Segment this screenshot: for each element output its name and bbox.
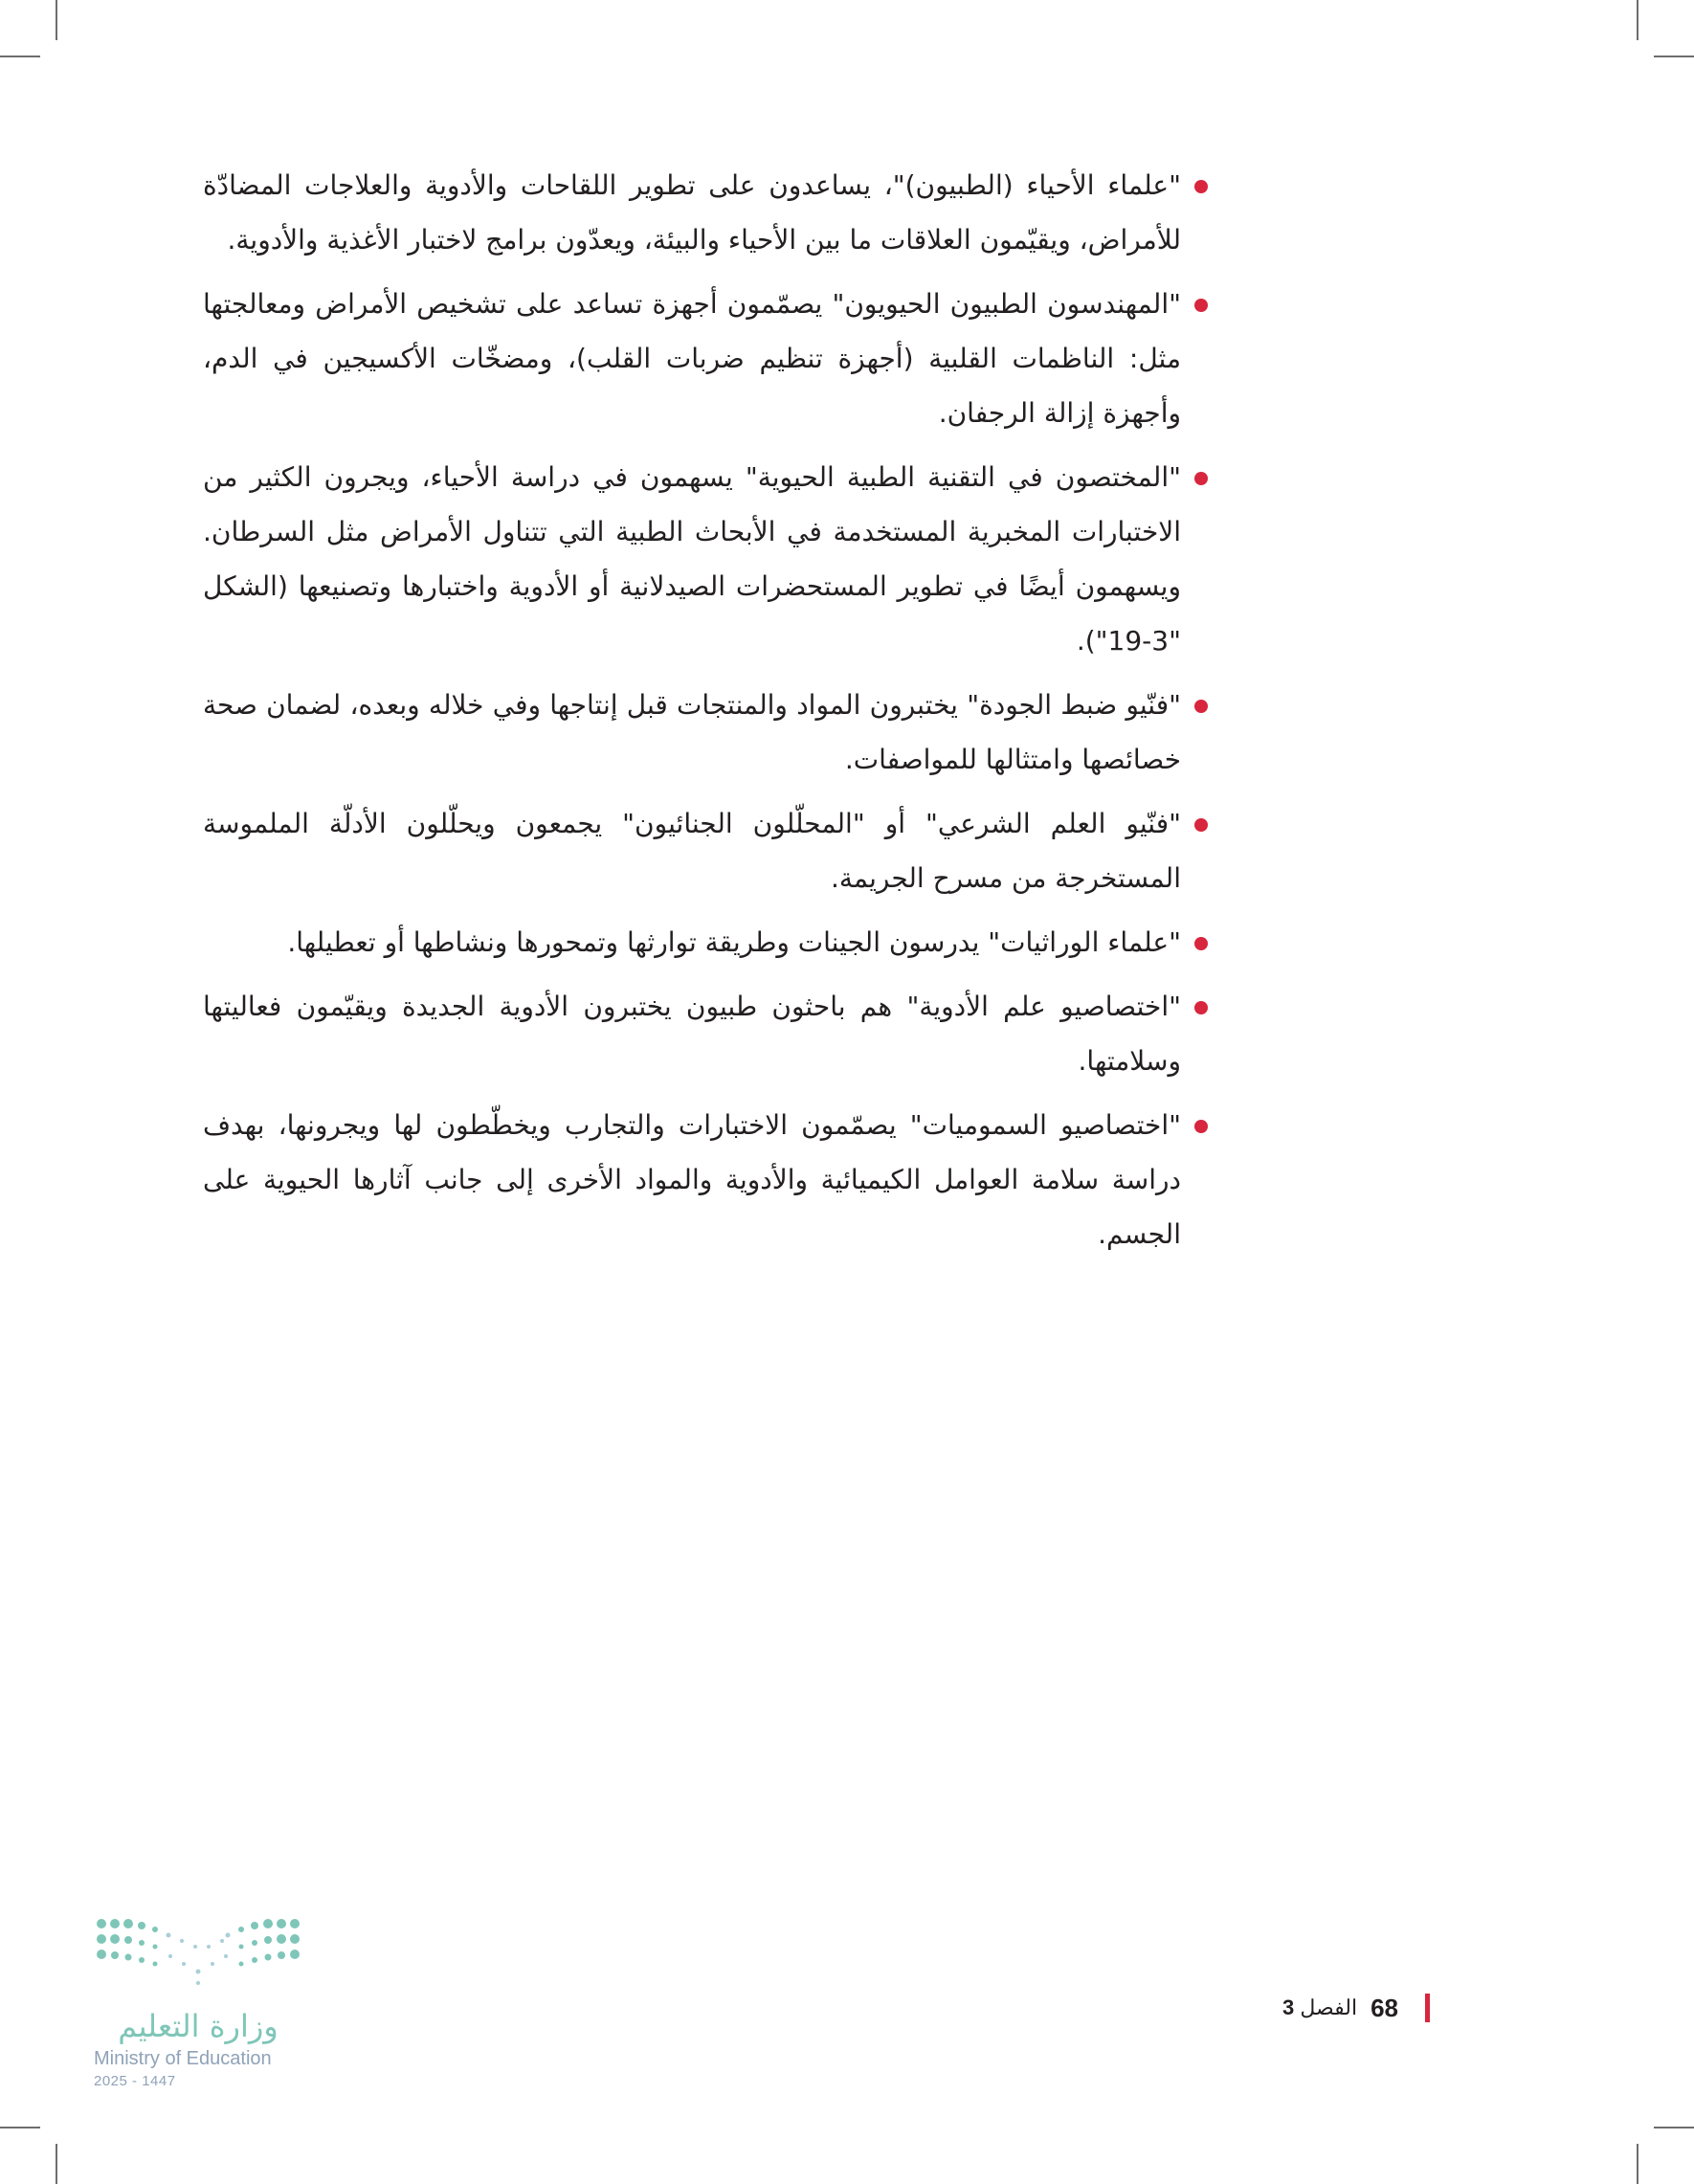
page-number: 68 [1371, 1993, 1398, 2022]
bullet-dot-icon [1194, 818, 1208, 832]
list-item-text: "المختصون في التقنية الطبية الحيوية" يسهمون في دراسة الأحياء، ويجرون الكثير من الاختبارات المخبرية المستخدمة في الأبحاث الطبية التي تتناول الأمراض مثل السرطان. ويسهمون أيضًا في تطوير المستحضرات الصيدلانية أو الأدوية واختبارها وتصنيعها (الشكل "3-19"). [203, 461, 1181, 657]
list-item [203, 796, 1208, 905]
page-number-divider [1425, 1994, 1430, 2022]
list-item [203, 915, 1208, 969]
list-item-text: "اختصاصيو علم الأدوية" هم باحثون طبيون يختبرون الأدوية الجديدة ويقيّمون فعاليتها وسلامتها. [203, 991, 1181, 1077]
page-footer [1282, 1993, 1533, 2023]
bullet-dot-icon [1194, 937, 1208, 950]
logo-dots-icon [92, 1914, 304, 1987]
bullet-dot-icon [1194, 1120, 1208, 1133]
list-item-text: "فنّيو العلم الشرعي" أو "المحلّلون الجنائيون" يجمعون ويحلّلون الأدلّة الملموسة المستخرجة من مسرح الجريمة. [203, 808, 1181, 894]
crop-mark-bottom-right-v [1637, 2144, 1638, 2184]
crop-mark-top-left-v [56, 0, 57, 40]
chapter-number: 3 [1282, 1995, 1295, 2019]
list-item [203, 1098, 1208, 1261]
crop-mark-bottom-left-v [56, 2144, 57, 2184]
crop-mark-bottom-left-h [0, 2127, 40, 2128]
list-item [203, 450, 1208, 668]
career-list [203, 158, 1208, 1261]
logo-arabic-text: وزارة التعليم [118, 2008, 279, 2044]
ministry-logo [92, 1914, 312, 2106]
list-item [203, 678, 1208, 787]
list-item-text: "المهندسون الطبيون الحيويون" يصمّمون أجهزة تساعد على تشخيص الأمراض ومعالجتها مثل: الناظمات القلبية (أجهزة تنظيم ضربات القلب)، ومضخّات الأكسيجين في الدم، وأجهزة إزالة الرجفان. [203, 288, 1181, 429]
list-item-text: "فنّيو ضبط الجودة" يختبرون المواد والمنتجات قبل إنتاجها وفي خلاله وبعده، لضمان صحة خصائصها وامتثالها للمواصفات. [203, 689, 1181, 775]
list-item [203, 158, 1208, 267]
crop-mark-top-right-h [1654, 56, 1694, 57]
bullet-dot-icon [1194, 180, 1208, 193]
list-item-text: "علماء الأحياء (الطبيون)"، يساعدون على تطوير اللقاحات والأدوية والعلاجات المضادّة للأمراض، ويقيّمون العلاقات ما بين الأحياء والبيئة، ويعدّون برامج لاختبار الأغذية والأدوية. [203, 169, 1181, 256]
list-item-text: "علماء الوراثيات" يدرسون الجينات وطريقة توارثها وتمحورها ونشاطها أو تعطيلها. [287, 926, 1181, 958]
crop-mark-top-left-h [0, 56, 40, 57]
bullet-dot-icon [1194, 299, 1208, 312]
bullet-dot-icon [1194, 700, 1208, 713]
page-content [203, 158, 1208, 1271]
logo-year: 2025 - 1447 [94, 2073, 176, 2089]
list-item [203, 979, 1208, 1088]
bullet-dot-icon [1194, 472, 1208, 485]
logo-english-text: Ministry of Education [94, 2048, 272, 2069]
list-item-text: "اختصاصيو السموميات" يصمّمون الاختبارات والتجارب ويخطّطون لها ويجرونها، بهدف دراسة سلامة العوامل الكيميائية والأدوية والمواد الأخرى إلى جانب آثارها الحيوية على الجسم. [203, 1109, 1181, 1250]
crop-mark-bottom-right-h [1654, 2127, 1694, 2128]
crop-mark-top-right-v [1637, 0, 1638, 40]
list-item [203, 277, 1208, 440]
bullet-dot-icon [1194, 1001, 1208, 1014]
chapter-label: الفصل 3 [1282, 1995, 1358, 2019]
